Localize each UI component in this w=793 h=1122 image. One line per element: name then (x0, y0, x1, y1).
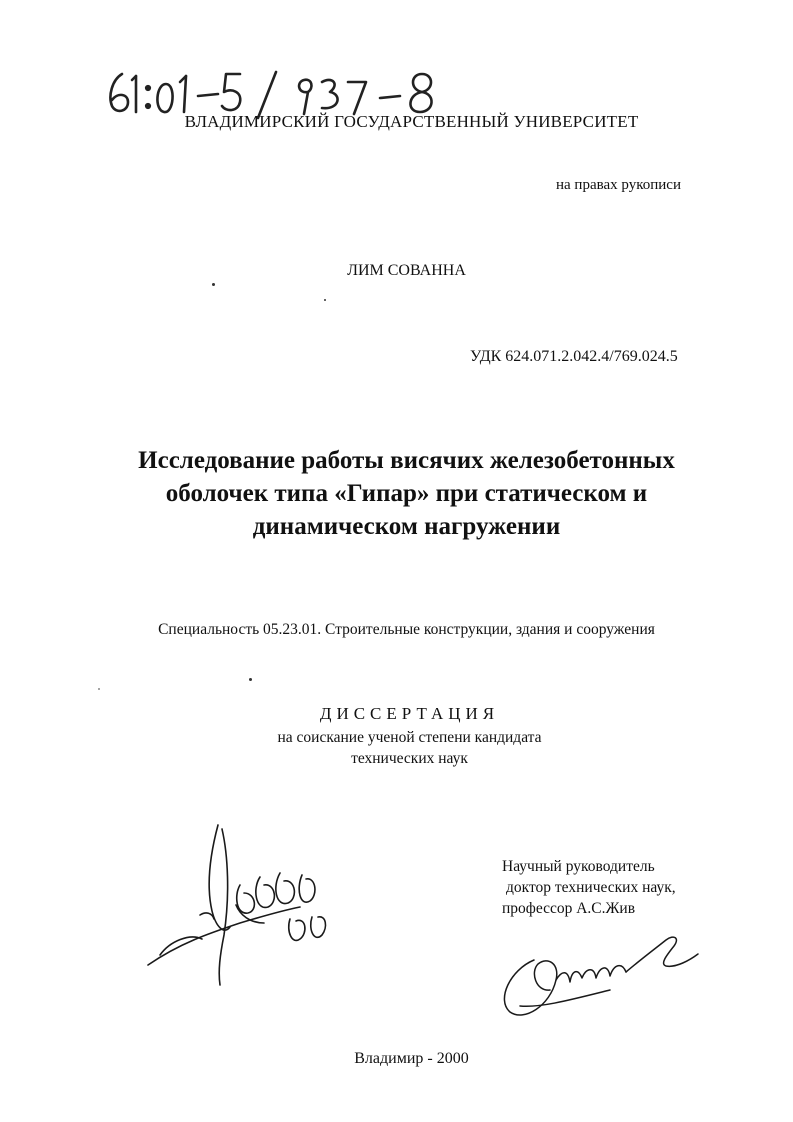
city-and-year: Владимир - 2000 (354, 1050, 469, 1067)
scan-speck (212, 283, 215, 286)
scan-speck (324, 299, 326, 301)
scan-speck (249, 678, 252, 681)
supervisor-block (502, 856, 676, 919)
udc-code: УДК 624.071.2.042.4/769.024.5 (470, 348, 678, 365)
dissertation-title (0, 444, 793, 543)
supervisor-line: доктор технических наук, (506, 879, 676, 896)
university-name: ВЛАДИМИРСКИЙ ГОСУДАРСТВЕННЫЙ УНИВЕРСИТЕТ (184, 112, 639, 131)
degree-line: технических наук (351, 750, 468, 767)
title-line: оболочек типа «Гипар» при статическом и (165, 480, 648, 507)
supervisor-signature (490, 920, 700, 1030)
document-type: ДИССЕРТАЦИЯ (319, 704, 500, 723)
author-signature (140, 815, 350, 995)
supervisor-line: Научный руководитель (502, 858, 655, 875)
title-line: динамическом нагружении (252, 513, 561, 540)
scan-speck (98, 688, 100, 690)
supervisor-line: профессор А.С.Жив (502, 900, 636, 917)
title-line: Исследование работы висячих железобетонных (138, 447, 675, 474)
manuscript-rights-note: на правах рукописи (556, 177, 681, 193)
author-name: ЛИМ СОВАННА (347, 262, 466, 279)
specialty-line: Специальность 05.23.01. Строительные конструкции, здания и сооружения (158, 621, 655, 638)
degree-line: на соискание ученой степени кандидата (277, 729, 542, 746)
